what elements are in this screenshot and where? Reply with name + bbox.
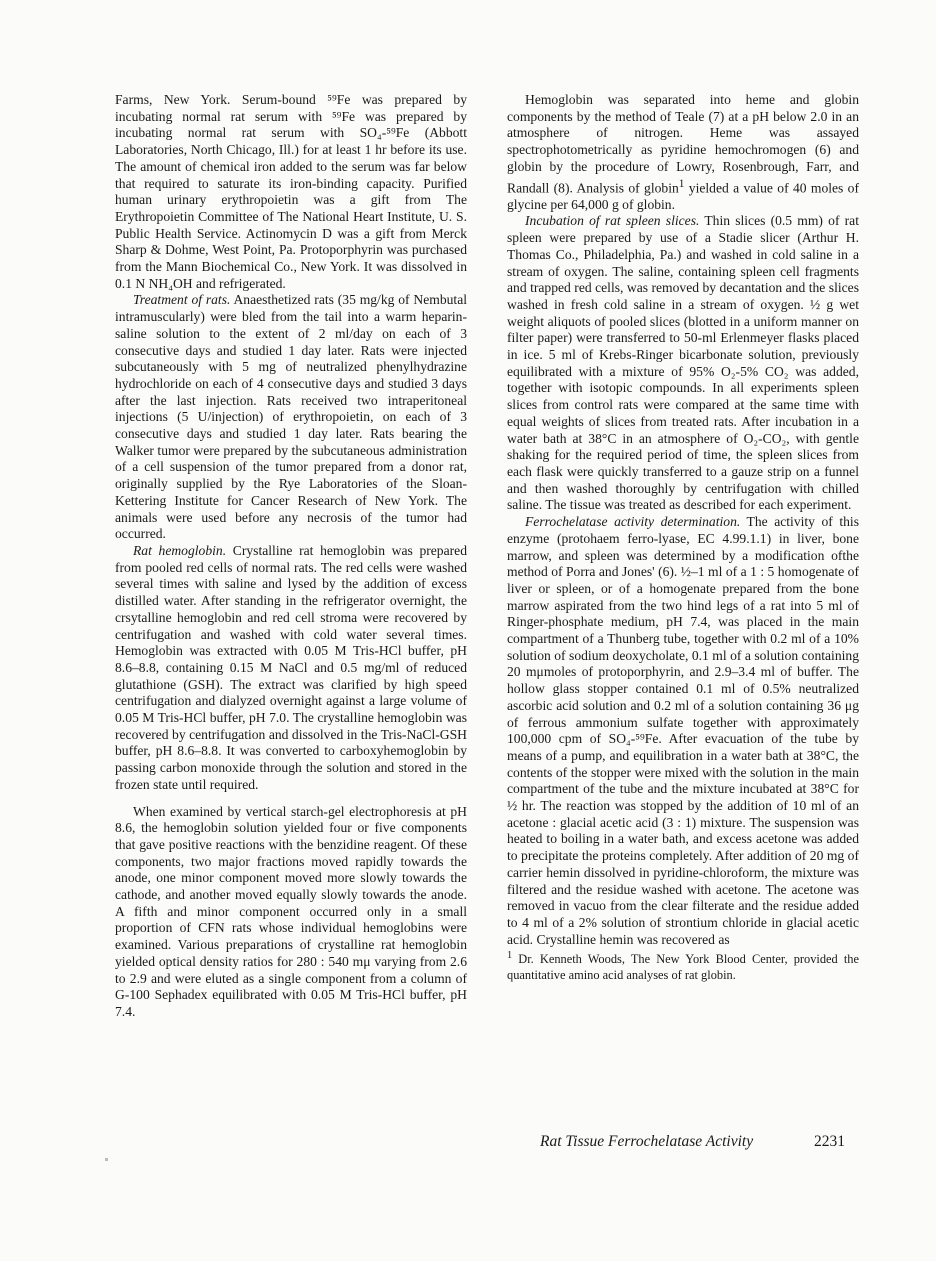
scan-mark	[105, 1158, 108, 1161]
section-heading-hemoglobin: Rat hemoglobin.	[133, 542, 227, 558]
section-heading-ferrochelatase: Ferrochelatase activity determination.	[525, 514, 741, 530]
globin-text-cont: yielded a value of 40 moles of glycine per 64,000 g of globin.	[507, 180, 859, 212]
footnote-reference: 1	[678, 177, 685, 190]
right-column	[507, 92, 859, 983]
footnote-number: 1	[507, 950, 513, 962]
paragraph-rat-hemoglobin	[115, 543, 467, 794]
ferrochelatase-body: The activity of this enzyme (protohaem ferro-lyase, EC 4.99.1.1) in liver, bone marrow, and spleen was determined by a modification ofthe method of Porra and Jones' (6). ½–1 ml of a 1 : 5 homogenate of liver or spleen, or of a homogenate prepared from the bone marrow aspirated from the two hind legs of a rat into 5 ml of Ringer-phosphate medium, pH 7.4, was placed in the main compartment of a Thunberg tube, together with 0.2 ml of a 10% solution of sodium deoxycholate, 0.1 ml of a solution containing 20 mμmoles of protoporphyrin, and 2.9–3.4 ml of buffer. The hollow glass stopper contained 0.1 ml of 0.5% neutralized ascorbic acid solution and 0.2 ml of a solution containing 36 μg of ferrous ammonium sulfate together with approximately 100,000 cpm of SO₄-⁵⁹Fe. After evacuation of the tube by means of a pump, and equilibration in a water bath at 38°C, the contents of the stopper were mixed with the solution in the main compartment of the tube and the mixture incubated at 38°C for ½ hr. The reaction was stopped by the addition of 10 ml of an acetone : glacial acetic acid (3 : 1) mixture. The suspension was heated to boiling in a water bath, and excess acetone was added to precipitate the proteins completely. After addition of 20 mg of carrier hemin dissolved in pyridine-chloroform, the mixture was filtered and the residue washed with acetone. The acetone was removed in vacuo from the clear filterate and the residue added to 4 ml of a 2% solution of strontium chloride in glacial acetic acid. Crystalline hemin was recovered as	[507, 514, 859, 947]
page-number: 2231	[814, 1133, 845, 1150]
hemoglobin-body: Crystalline rat hemoglobin was prepared from pooled red cells of normal rats. The red cells were washed several times with saline and lysed by the addition of excess distilled water. After standing in the refrigerator overnight, the crsytalline hemoglobin and red cell stroma were recovered by centrifugation and washed with cold water several times. Hemoglobin was extracted with 0.05 M Tris-HCl buffer, pH 8.6–8.8, containing 0.15 M NaCl and 0.5 mg/ml of reduced glutathione (GSH). The extract was clarified by high speed centrifugation and dialyzed overnight against a large volume of 0.05 M Tris-HCl buffer, pH 7.0. The crystalline hemoglobin was recovered by centrifugation and dissolved in the Tris-NaCl-GSH buffer, pH 8.6–8.8. It was converted to carboxyhemoglobin by passing carbon monoxide through the solution and stored in the frozen state until required.	[115, 542, 467, 792]
paragraph-heme-globin	[507, 92, 859, 213]
paragraph-electrophoresis: When examined by vertical starch-gel electrophoresis at pH 8.6, the hemoglobin solution yielded four or five components that gave positive reactions with the benzidine reagent. Of these components, two major fractions moved rapidly towards the anode, one minor component moved more slowly towards the cathode, and another moved equally slowly towards the anode. A fifth and minor component occurred only in a small proportion of CFN rats whose individual hemoglobins were examined. Various preparations of crystalline rat hemoglobin yielded optical density ratios for 280 : 540 mμ varying from 2.6 to 2.9 and were eluted as a single component from a column of G-100 Sephadex equilibrated with 0.05 M Tris-HCl buffer, pH 7.4.	[115, 803, 467, 1019]
footnote-text: Dr. Kenneth Woods, The New York Blood Center, provided the quantitative amino acid analyses of rat globin.	[507, 952, 859, 982]
section-heading-spleen: Incubation of rat spleen slices.	[525, 213, 700, 229]
paragraph-treatment-of-rats	[115, 292, 467, 543]
treatment-body: Anaesthetized rats (35 mg/kg of Nembutal intramuscularly) were bled from the tail into a warm heparin-saline solution to the extent of 2 ml/day on each of 3 consecutive days and studied 1 day later. Rats were injected subcutaneously with 5 mg of neutralized phenylhydrazine hydrochloride on each of 4 consecutive days and studied 3 days after the last injection. Rats received two intraperitoneal injections (5 U/injection) of erythropoietin, on each of 3 consecutive days and studied 1 day later. Rats bearing the Walker tumor were prepared by the subcutaneous administration of a cell suspension of the tumor prepared from a donor rat, originally supplied by the Rye Laboratories of the Sloan-Kettering Institute for Cancer Research of New York. The animals were used before any necrosis of the tumor had occurred.	[115, 292, 467, 542]
spleen-body: Thin slices (0.5 mm) of rat spleen were prepared by use of a Stadie slicer (Arthur H. Thomas Co., Philadelphia, Pa.) and washed in cold saline in a stream of oxygen. The saline, containing spleen cell fragments and trapped red cells, was removed by decantation and the slices washed in fresh cold saline in a stream of oxygen. ½ g wet weight aliquots of pooled slices (blotted in a uniform manner on filter paper) were transferred to 50-ml Erlenmeyer flasks placed in ice. 5 ml of Krebs-Ringer bicarbonate solution, previously equilibrated with a mixture of 95% O₂-5% CO₂ was added, together with isotopic compounds. In all experiments spleen slices from control rats were compared at the same time with equal weights of slices from treated rats. After incubation in a water bath at 38°C in an atmosphere of O₂-CO₂, with gentle shaking for the required period of time, the spleen slices from each flask were quickly transferred to a gauze strip on a funnel and then washed thoroughly by centrifugation with chilled saline. The tissue was treated as described for each experiment.	[507, 213, 859, 513]
paragraph-ferrochelatase	[507, 514, 859, 948]
left-column	[115, 92, 467, 1021]
paragraph-spleen-slices	[507, 213, 859, 514]
running-title: Rat Tissue Ferrochelatase Activity	[540, 1133, 754, 1150]
footnote	[507, 948, 859, 983]
section-heading-treatment: Treatment of rats.	[133, 292, 231, 308]
globin-text: Hemoglobin was separated into heme and globin components by the method of Teale (7) at a pH below 2.0 in an atmosphere of nitrogen. Heme was assayed spectrophotometrically as pyridine hemochromogen (6) and globin by the procedure of Lowry, Rosenbrough, Farr, and Randall (8). Analysis of globin	[507, 92, 859, 196]
paragraph-materials: Farms, New York. Serum-bound ⁵⁹Fe was prepared by incubating normal rat serum with ⁵⁹Fe was prepared by incubating normal rat serum with SO₄-⁵⁹Fe (Abbott Laboratories, North Chicago, Ill.) for at least 1 hr before its use. The amount of chemical iron added to the serum was far below that required to saturate its iron-binding capacity. Purified human urinary erythropoietin was a gift from The Erythropoietin Committee of The National Heart Institute, U. S. Public Health Service. Actinomycin D was a gift from Merck Sharp & Dohme, West Point, Pa. Protoporphyrin was purchased from the Mann Biochemical Co., New York. It was dissolved in 0.1 N NH₄OH and refrigerated.	[115, 92, 467, 291]
